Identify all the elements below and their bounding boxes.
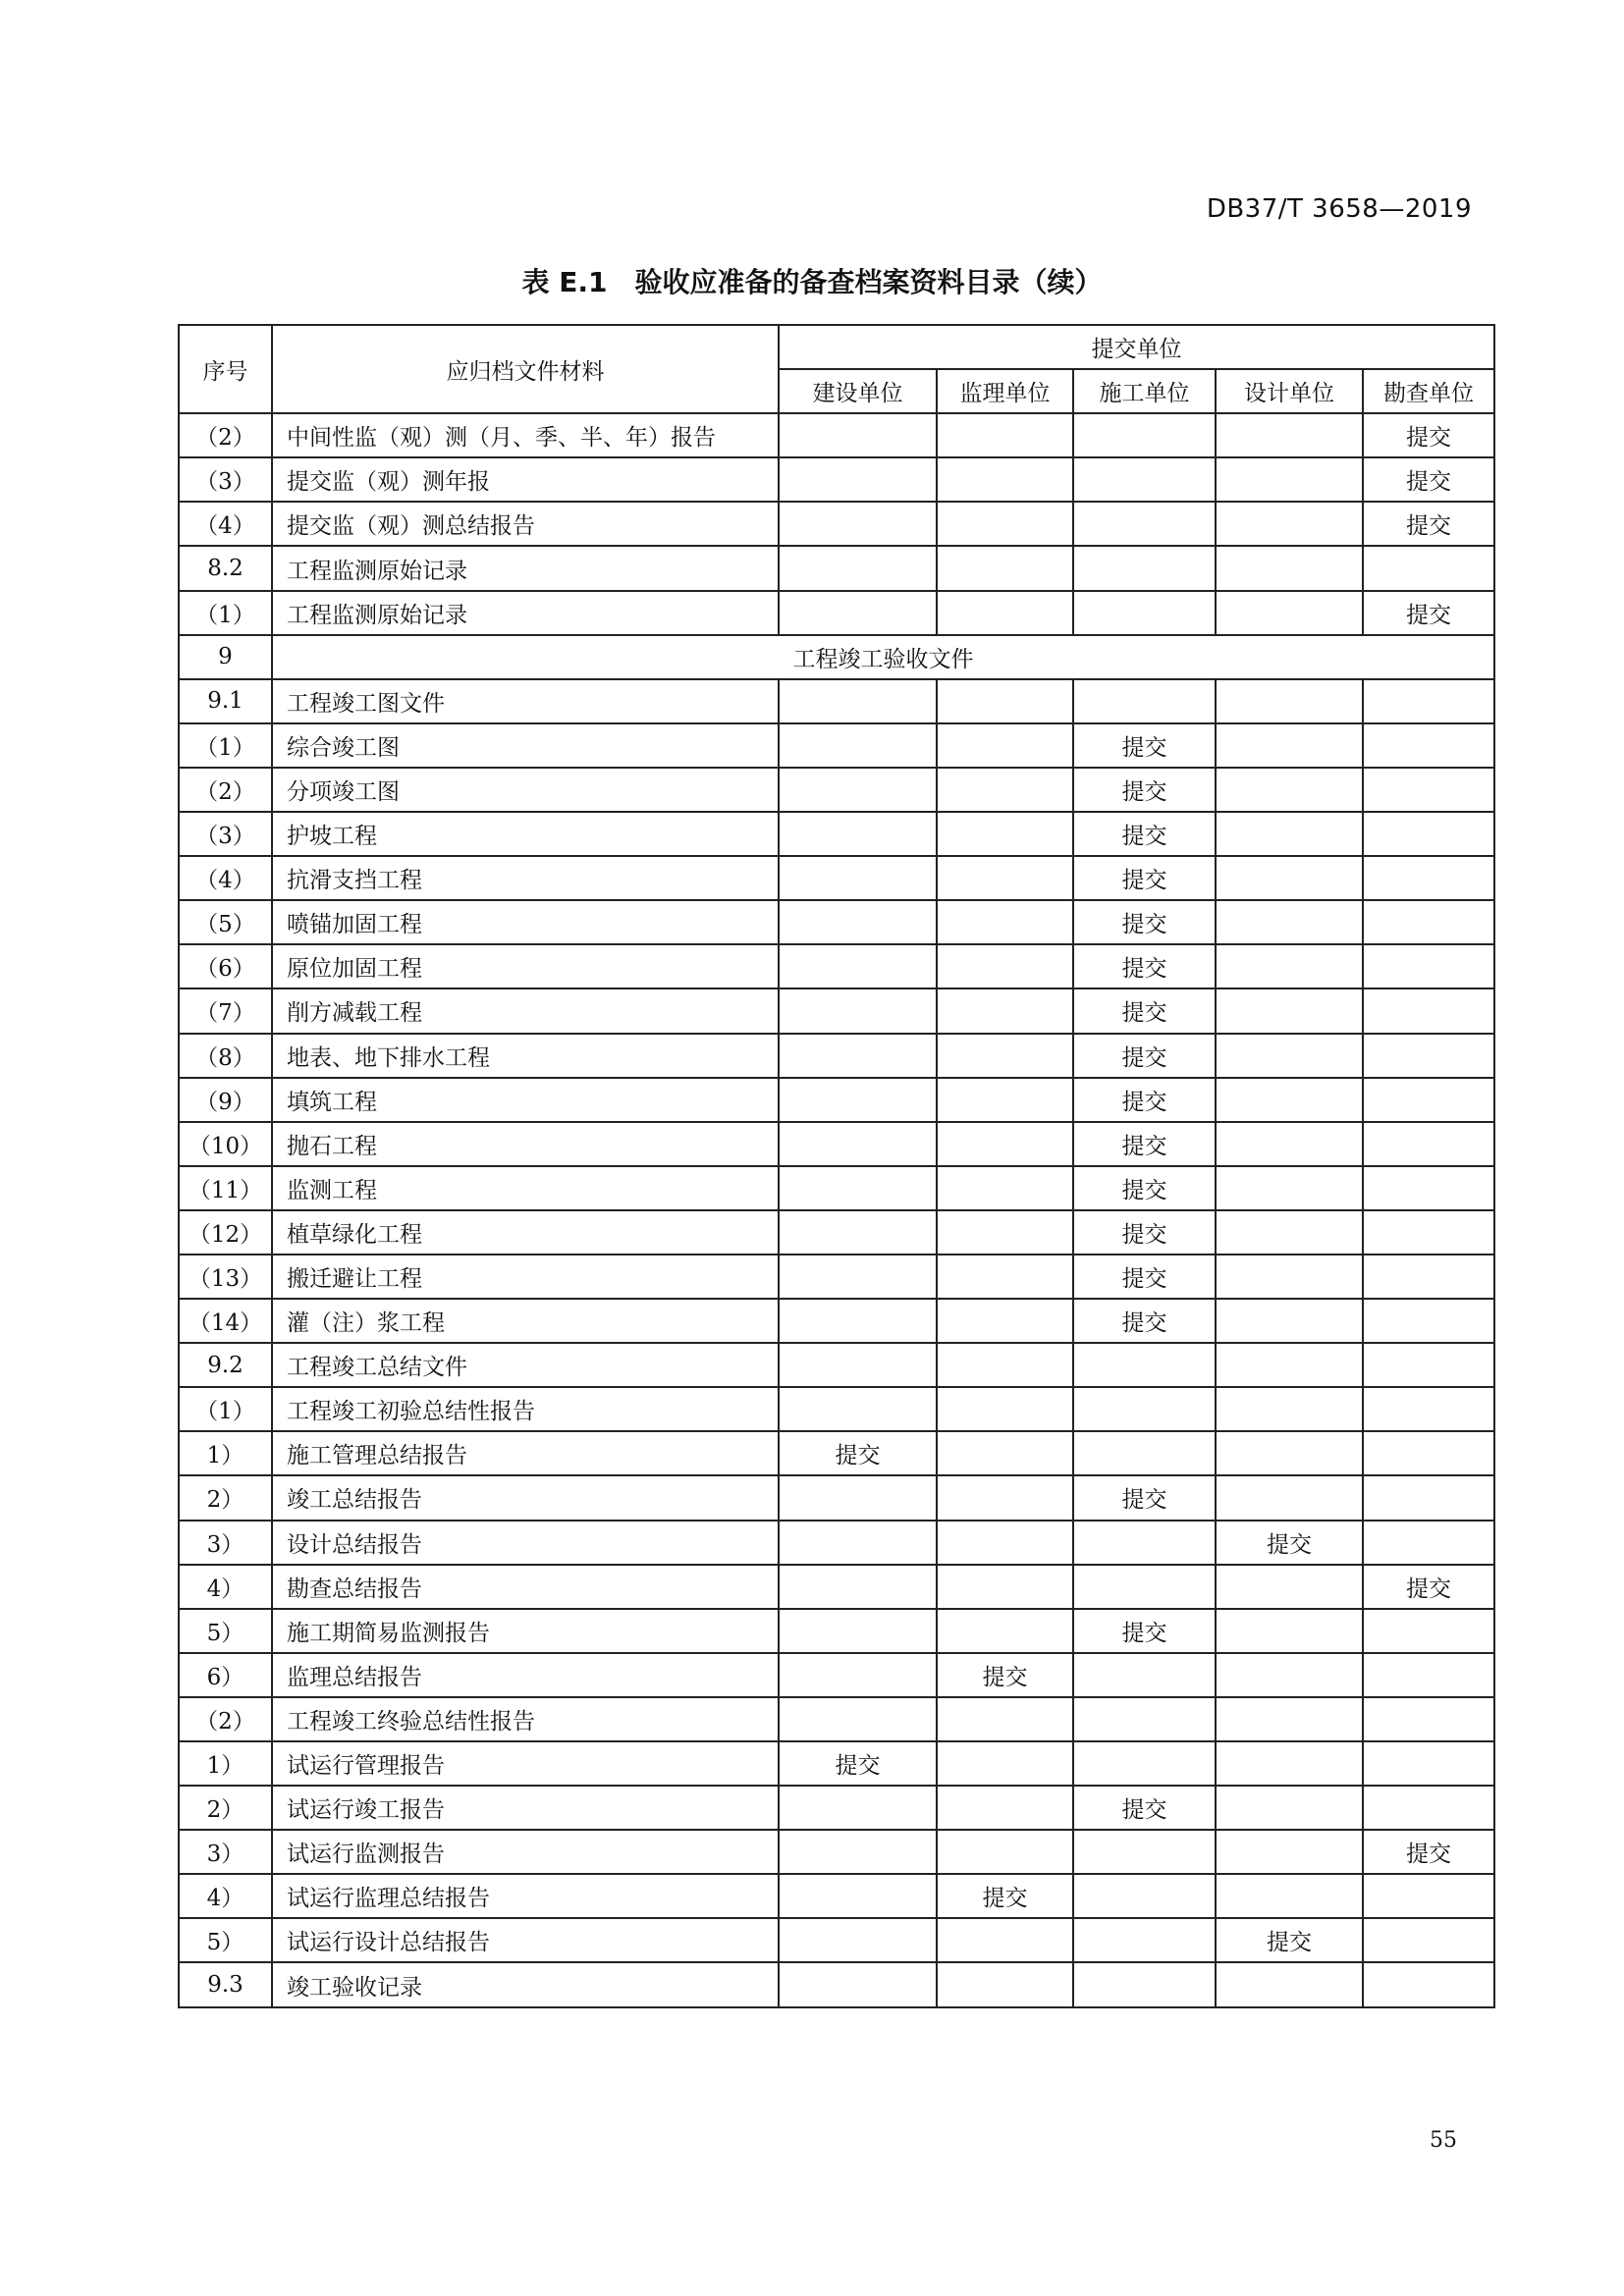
- row-number: 9.3: [179, 1962, 272, 2006]
- row-number: （8）: [179, 1034, 272, 1078]
- material-name: 提交监（观）测年报: [272, 457, 779, 502]
- submit-cell: [1216, 768, 1363, 812]
- material-name: 工程监测原始记录: [272, 591, 779, 635]
- material-name: 勘查总结报告: [272, 1565, 779, 1609]
- column-header-unit: 监理单位: [937, 369, 1073, 413]
- submit-cell: [1216, 502, 1363, 546]
- row-number: （2）: [179, 1697, 272, 1741]
- submit-cell: 提交: [937, 1653, 1073, 1697]
- material-name: 喷锚加固工程: [272, 900, 779, 944]
- submit-cell: [779, 546, 937, 590]
- submit-cell: [937, 856, 1073, 900]
- material-name: 提交监（观）测总结报告: [272, 502, 779, 546]
- material-name: 护坡工程: [272, 812, 779, 856]
- submit-cell: [1363, 1962, 1494, 2006]
- column-header-unit: 设计单位: [1216, 369, 1363, 413]
- submit-cell: [779, 1786, 937, 1830]
- submit-cell: [937, 546, 1073, 590]
- table-row: [179, 988, 1494, 1033]
- submit-cell: [1363, 1166, 1494, 1210]
- submit-cell: [779, 1874, 937, 1918]
- submit-cell: 提交: [1363, 457, 1494, 502]
- submit-cell: [779, 1521, 937, 1565]
- submit-cell: [779, 812, 937, 856]
- submit-cell: [1216, 413, 1363, 457]
- submit-cell: [779, 768, 937, 812]
- submit-cell: [1363, 546, 1494, 590]
- row-number: （10）: [179, 1122, 272, 1166]
- submit-cell: [937, 1210, 1073, 1255]
- submit-cell: [1216, 1565, 1363, 1609]
- submit-cell: [937, 1697, 1073, 1741]
- material-name: 试运行监理总结报告: [272, 1874, 779, 1918]
- material-name: 设计总结报告: [272, 1521, 779, 1565]
- submit-cell: [1073, 1830, 1216, 1874]
- submit-cell: [1073, 1653, 1216, 1697]
- submit-cell: [1363, 900, 1494, 944]
- row-number: 1）: [179, 1741, 272, 1786]
- submit-cell: [779, 502, 937, 546]
- section-heading: 工程竣工验收文件: [272, 635, 1494, 679]
- submit-cell: [779, 1122, 937, 1166]
- submit-cell: [1216, 591, 1363, 635]
- table-row: [179, 413, 1494, 457]
- table-row: [179, 1343, 1494, 1387]
- submit-cell: [779, 1034, 937, 1078]
- row-number: 4）: [179, 1874, 272, 1918]
- submit-cell: [1073, 1431, 1216, 1475]
- submit-cell: [1216, 1034, 1363, 1078]
- submit-cell: [1073, 457, 1216, 502]
- row-number: （12）: [179, 1210, 272, 1255]
- submit-cell: [1363, 856, 1494, 900]
- submit-cell: [1363, 1078, 1494, 1122]
- submit-cell: [1216, 457, 1363, 502]
- submit-cell: [937, 1431, 1073, 1475]
- material-name: 搬迁避让工程: [272, 1255, 779, 1299]
- submit-cell: [1073, 502, 1216, 546]
- submit-cell: [1216, 1431, 1363, 1475]
- row-number: 1）: [179, 1431, 272, 1475]
- table-row: [179, 1078, 1494, 1122]
- submit-cell: [779, 944, 937, 988]
- material-name: 监理总结报告: [272, 1653, 779, 1697]
- submit-cell: 提交: [1073, 1255, 1216, 1299]
- table-row: [179, 1609, 1494, 1653]
- submit-cell: [1073, 1918, 1216, 1962]
- row-number: （3）: [179, 812, 272, 856]
- material-name: 抗滑支挡工程: [272, 856, 779, 900]
- table-row: [179, 1034, 1494, 1078]
- submit-cell: [937, 1786, 1073, 1830]
- table-row: [179, 1697, 1494, 1741]
- submit-cell: [1073, 1962, 1216, 2006]
- submit-cell: 提交: [1073, 1034, 1216, 1078]
- submit-cell: 提交: [1363, 591, 1494, 635]
- submit-cell: [1363, 723, 1494, 768]
- submit-cell: [1073, 1741, 1216, 1786]
- row-number: （3）: [179, 457, 272, 502]
- submit-cell: [1216, 1697, 1363, 1741]
- submit-cell: [1363, 1210, 1494, 1255]
- material-name: 工程竣工初验总结性报告: [272, 1387, 779, 1431]
- submit-cell: 提交: [1073, 856, 1216, 900]
- submit-cell: [1073, 679, 1216, 723]
- material-name: 灌（注）浆工程: [272, 1299, 779, 1343]
- submit-cell: [937, 768, 1073, 812]
- submit-cell: [937, 502, 1073, 546]
- row-number: （7）: [179, 988, 272, 1033]
- submit-cell: [937, 1962, 1073, 2006]
- material-name: 抛石工程: [272, 1122, 779, 1166]
- row-number: 9.1: [179, 679, 272, 723]
- submit-cell: [937, 413, 1073, 457]
- submit-cell: [779, 1653, 937, 1697]
- submit-cell: [779, 900, 937, 944]
- submit-cell: [937, 1255, 1073, 1299]
- submit-cell: [779, 1078, 937, 1122]
- table-row: [179, 1255, 1494, 1299]
- submit-cell: [1363, 1653, 1494, 1697]
- submit-cell: [937, 1609, 1073, 1653]
- submit-cell: [937, 679, 1073, 723]
- material-name: 施工管理总结报告: [272, 1431, 779, 1475]
- row-number: （5）: [179, 900, 272, 944]
- submit-cell: [1363, 1343, 1494, 1387]
- submit-cell: [937, 591, 1073, 635]
- table-row: [179, 635, 1494, 679]
- submit-cell: [1216, 1387, 1363, 1431]
- submit-cell: [1073, 1565, 1216, 1609]
- submit-cell: [1216, 1078, 1363, 1122]
- submit-cell: 提交: [1363, 1565, 1494, 1609]
- submit-cell: [937, 900, 1073, 944]
- material-name: 试运行管理报告: [272, 1741, 779, 1786]
- row-number: （4）: [179, 856, 272, 900]
- submit-cell: [1363, 1918, 1494, 1962]
- submit-cell: [779, 413, 937, 457]
- material-name: 分项竣工图: [272, 768, 779, 812]
- submit-cell: [1363, 1697, 1494, 1741]
- submit-cell: [1216, 1166, 1363, 1210]
- material-name: 中间性监（观）测（月、季、半、年）报告: [272, 413, 779, 457]
- table-row: [179, 1299, 1494, 1343]
- submit-cell: [779, 988, 937, 1033]
- submit-cell: 提交: [1363, 1830, 1494, 1874]
- submit-cell: [1363, 1521, 1494, 1565]
- submit-cell: [1216, 1343, 1363, 1387]
- submit-cell: [1363, 944, 1494, 988]
- submit-cell: [1216, 679, 1363, 723]
- material-name: 综合竣工图: [272, 723, 779, 768]
- table-title: 表 E.1 验收应准备的备查档案资料目录（续）: [521, 266, 1103, 298]
- submit-cell: [937, 1521, 1073, 1565]
- submit-cell: 提交: [1073, 1299, 1216, 1343]
- submit-cell: [1363, 1034, 1494, 1078]
- submit-cell: [937, 1034, 1073, 1078]
- material-name: 原位加固工程: [272, 944, 779, 988]
- table-row: [179, 812, 1494, 856]
- submit-cell: [1216, 856, 1363, 900]
- material-name: 工程竣工图文件: [272, 679, 779, 723]
- submit-cell: [1073, 1874, 1216, 1918]
- submit-cell: 提交: [1073, 768, 1216, 812]
- table-row: [179, 1565, 1494, 1609]
- column-header-unit: 勘查单位: [1363, 369, 1494, 413]
- submit-cell: [1363, 1387, 1494, 1431]
- row-number: 8.2: [179, 546, 272, 590]
- material-name: 工程竣工总结文件: [272, 1343, 779, 1387]
- column-header-unit: 施工单位: [1073, 369, 1216, 413]
- row-number: （1）: [179, 1387, 272, 1431]
- submit-cell: [937, 944, 1073, 988]
- row-number: （11）: [179, 1166, 272, 1210]
- table-row: [179, 591, 1494, 635]
- submit-cell: [1216, 723, 1363, 768]
- submit-cell: [1363, 812, 1494, 856]
- submit-cell: [1363, 1431, 1494, 1475]
- submit-cell: [1216, 1741, 1363, 1786]
- material-name: 试运行设计总结报告: [272, 1918, 779, 1962]
- submit-cell: [1363, 768, 1494, 812]
- material-name: 试运行监测报告: [272, 1830, 779, 1874]
- submit-cell: [779, 856, 937, 900]
- row-number: 6）: [179, 1653, 272, 1697]
- row-number: 3）: [179, 1830, 272, 1874]
- row-number: 2）: [179, 1475, 272, 1520]
- document-code: DB37/T 3658—2019: [1206, 194, 1472, 224]
- submit-cell: [1363, 1299, 1494, 1343]
- material-name: 竣工验收记录: [272, 1962, 779, 2006]
- material-name: 工程监测原始记录: [272, 546, 779, 590]
- table-row: [179, 723, 1494, 768]
- submit-cell: [1216, 1786, 1363, 1830]
- submit-cell: [1363, 1122, 1494, 1166]
- table-row: [179, 457, 1494, 502]
- column-header-name: 应归档文件材料: [272, 325, 779, 413]
- submit-cell: [779, 1299, 937, 1343]
- row-number: （4）: [179, 502, 272, 546]
- submit-cell: [1216, 546, 1363, 590]
- row-number: 9.2: [179, 1343, 272, 1387]
- material-name: 施工期简易监测报告: [272, 1609, 779, 1653]
- row-number: （13）: [179, 1255, 272, 1299]
- submit-cell: [1363, 1874, 1494, 1918]
- table-row: [179, 1166, 1494, 1210]
- table-row: [179, 1741, 1494, 1786]
- submit-cell: [1216, 1122, 1363, 1166]
- table-row: [179, 1830, 1494, 1874]
- submit-cell: 提交: [1363, 502, 1494, 546]
- submit-cell: [779, 1609, 937, 1653]
- submit-cell: [1363, 1475, 1494, 1520]
- submit-cell: [1363, 1741, 1494, 1786]
- submit-cell: [1363, 1609, 1494, 1653]
- submit-cell: 提交: [779, 1431, 937, 1475]
- submit-cell: [779, 1210, 937, 1255]
- submit-cell: [1363, 1255, 1494, 1299]
- submit-cell: [779, 1565, 937, 1609]
- submit-cell: [1073, 546, 1216, 590]
- submit-cell: [779, 1697, 937, 1741]
- row-number: （14）: [179, 1299, 272, 1343]
- table-row: [179, 1918, 1494, 1962]
- material-name: 地表、地下排水工程: [272, 1034, 779, 1078]
- submit-cell: 提交: [1216, 1521, 1363, 1565]
- row-number: 4）: [179, 1565, 272, 1609]
- table-row: [179, 546, 1494, 590]
- submit-cell: 提交: [1073, 900, 1216, 944]
- material-name: 削方减载工程: [272, 988, 779, 1033]
- submit-cell: [1216, 1653, 1363, 1697]
- submit-cell: [937, 1741, 1073, 1786]
- column-group-header: 提交单位: [779, 325, 1494, 369]
- row-number: 5）: [179, 1918, 272, 1962]
- submit-cell: 提交: [1073, 1786, 1216, 1830]
- table-row: [179, 1786, 1494, 1830]
- table-body: [179, 413, 1494, 2006]
- submit-cell: [779, 1962, 937, 2006]
- submit-cell: [937, 1122, 1073, 1166]
- table-row: [179, 1962, 1494, 2006]
- submit-cell: [1073, 1521, 1216, 1565]
- table-row: [179, 679, 1494, 723]
- submit-cell: [1216, 1475, 1363, 1520]
- submit-cell: [1216, 1299, 1363, 1343]
- table-row: [179, 1431, 1494, 1475]
- submit-cell: [937, 1078, 1073, 1122]
- submit-cell: [937, 457, 1073, 502]
- submit-cell: [1216, 1210, 1363, 1255]
- submit-cell: [779, 1166, 937, 1210]
- table-row: [179, 1475, 1494, 1520]
- row-number: 9: [179, 635, 272, 679]
- submit-cell: 提交: [1073, 1122, 1216, 1166]
- submit-cell: 提交: [1073, 723, 1216, 768]
- submit-cell: 提交: [1363, 413, 1494, 457]
- submit-cell: 提交: [1073, 1210, 1216, 1255]
- material-name: 填筑工程: [272, 1078, 779, 1122]
- submit-cell: [937, 1166, 1073, 1210]
- table-row: [179, 1521, 1494, 1565]
- table-row: [179, 944, 1494, 988]
- material-name: 植草绿化工程: [272, 1210, 779, 1255]
- table-row: [179, 768, 1494, 812]
- material-name: 工程竣工终验总结性报告: [272, 1697, 779, 1741]
- submit-cell: 提交: [1073, 1609, 1216, 1653]
- submit-cell: [1216, 1255, 1363, 1299]
- submit-cell: [937, 1475, 1073, 1520]
- submit-cell: 提交: [1073, 944, 1216, 988]
- submit-cell: [937, 1387, 1073, 1431]
- row-number: （1）: [179, 723, 272, 768]
- submit-cell: [1073, 1387, 1216, 1431]
- row-number: （2）: [179, 768, 272, 812]
- submit-cell: [937, 988, 1073, 1033]
- table-row: [179, 856, 1494, 900]
- submit-cell: [937, 812, 1073, 856]
- submit-cell: [1216, 1874, 1363, 1918]
- table-row: [179, 1122, 1494, 1166]
- submit-cell: [937, 1830, 1073, 1874]
- submit-cell: 提交: [1073, 988, 1216, 1033]
- table-row: [179, 1387, 1494, 1431]
- submit-cell: 提交: [1216, 1918, 1363, 1962]
- submit-cell: [937, 723, 1073, 768]
- table-row: [179, 502, 1494, 546]
- submit-cell: [1073, 1697, 1216, 1741]
- submit-cell: [779, 1830, 937, 1874]
- page-number: 55: [1430, 2128, 1457, 2153]
- row-number: （2）: [179, 413, 272, 457]
- material-name: 竣工总结报告: [272, 1475, 779, 1520]
- submit-cell: 提交: [1073, 1078, 1216, 1122]
- material-name: 试运行竣工报告: [272, 1786, 779, 1830]
- row-number: （1）: [179, 591, 272, 635]
- submit-cell: 提交: [1073, 1166, 1216, 1210]
- submit-cell: [1073, 413, 1216, 457]
- submit-cell: [779, 457, 937, 502]
- submit-cell: [779, 1475, 937, 1520]
- submit-cell: 提交: [937, 1874, 1073, 1918]
- archive-table: [178, 324, 1495, 2008]
- submit-cell: [1073, 591, 1216, 635]
- submit-cell: [1216, 900, 1363, 944]
- submit-cell: [1363, 988, 1494, 1033]
- header-row-1: [179, 325, 1494, 369]
- row-number: 2）: [179, 1786, 272, 1830]
- submit-cell: [779, 591, 937, 635]
- table-row: [179, 1874, 1494, 1918]
- column-header-no: 序号: [179, 325, 272, 413]
- submit-cell: [1216, 944, 1363, 988]
- submit-cell: [937, 1918, 1073, 1962]
- submit-cell: [1216, 1609, 1363, 1653]
- submit-cell: [779, 1255, 937, 1299]
- submit-cell: [779, 679, 937, 723]
- row-number: （6）: [179, 944, 272, 988]
- table-row: [179, 1210, 1494, 1255]
- submit-cell: [1216, 1830, 1363, 1874]
- submit-cell: [1216, 988, 1363, 1033]
- row-number: 5）: [179, 1609, 272, 1653]
- submit-cell: 提交: [779, 1741, 937, 1786]
- submit-cell: [937, 1343, 1073, 1387]
- table-row: [179, 1653, 1494, 1697]
- submit-cell: 提交: [1073, 1475, 1216, 1520]
- material-name: 监测工程: [272, 1166, 779, 1210]
- column-header-unit: 建设单位: [779, 369, 937, 413]
- submit-cell: [937, 1299, 1073, 1343]
- row-number: 3）: [179, 1521, 272, 1565]
- submit-cell: [779, 1918, 937, 1962]
- submit-cell: [779, 1343, 937, 1387]
- submit-cell: [1363, 679, 1494, 723]
- submit-cell: [1363, 1786, 1494, 1830]
- submit-cell: [779, 1387, 937, 1431]
- submit-cell: 提交: [1073, 812, 1216, 856]
- table-row: [179, 900, 1494, 944]
- submit-cell: [1216, 812, 1363, 856]
- submit-cell: [1073, 1343, 1216, 1387]
- submit-cell: [779, 723, 937, 768]
- row-number: （9）: [179, 1078, 272, 1122]
- submit-cell: [1216, 1962, 1363, 2006]
- submit-cell: [937, 1565, 1073, 1609]
